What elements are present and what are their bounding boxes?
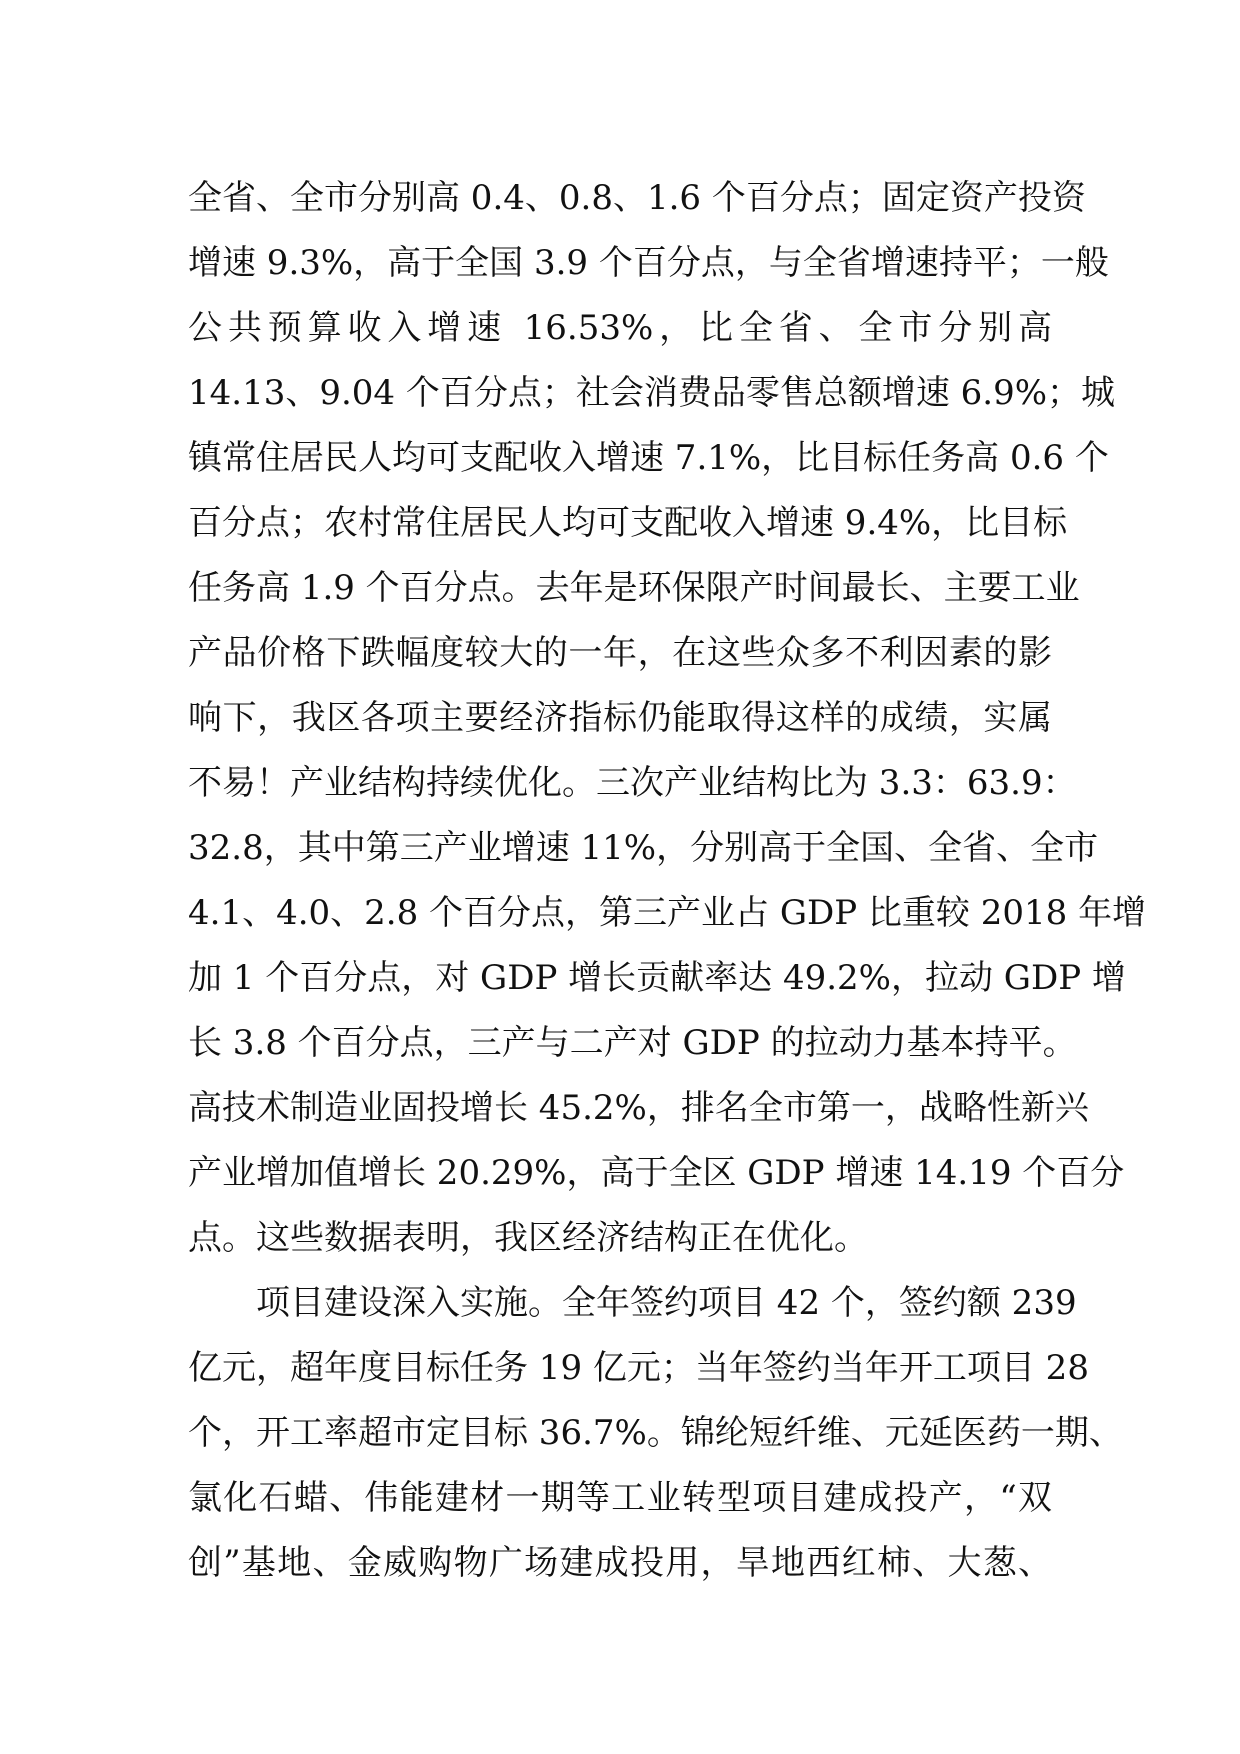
text-line: 任务高 1.9 个百分点。去年是环保限产时间最长、主要工业: [188, 568, 1080, 608]
text-line: 产业增加值增长 20.29%，高于全区 GDP 增速 14.19 个百分: [188, 1153, 1125, 1193]
text-line: 镇常住居民人均可支配收入增速 7.1%，比目标任务高 0.6 个: [188, 438, 1109, 478]
text-line: 增速 9.3%，高于全国 3.9 个百分点，与全省增速持平；一般: [188, 243, 1109, 283]
text-line: 4.1、4.0、2.8 个百分点，第三产业占 GDP 比重较 2018 年增: [188, 893, 1147, 933]
text-line: 高技术制造业固投增长 45.2%，排名全市第一，战略性新兴: [188, 1088, 1089, 1128]
text-line: 氯化石蜡、伟能建材一期等工业转型项目建成投产，“双: [188, 1478, 1052, 1518]
document-page: [188, 166, 1147, 1596]
text-line: 公共预算收入增速 16.53%，比全省、全市分别高: [188, 308, 1052, 348]
text-line: 点。这些数据表明，我区经济结构正在优化。: [188, 1218, 868, 1258]
text-line: 百分点；农村常住居民人均可支配收入增速 9.4%，比目标: [188, 503, 1068, 543]
text-line: 响下，我区各项主要经济指标仍能取得这样的成绩，实属: [188, 698, 1052, 738]
text-line: 加 1 个百分点，对 GDP 增长贡献率达 49.2%，拉动 GDP 增: [188, 958, 1126, 998]
text-line: 长 3.8 个百分点，三产与二产对 GDP 的拉动力基本持平。: [188, 1023, 1077, 1063]
text-line: 亿元，超年度目标任务 19 亿元；当年签约当年开工项目 28: [188, 1348, 1089, 1388]
text-line: 个，开工率超市定目标 36.7%。锦纶短纤维、元延医药一期、: [188, 1413, 1123, 1453]
text-line: 创”基地、金威购物广场建成投用，旱地西红柿、大葱、: [188, 1543, 1052, 1583]
text-line: 项目建设深入实施。全年签约项目 42 个，签约额 239: [256, 1283, 1077, 1323]
text-line: 不易！产业结构持续优化。三次产业结构比为 3.3：63.9：: [188, 763, 1077, 803]
text-line: 全省、全市分别高 0.4、0.8、1.6 个百分点；固定资产投资: [188, 178, 1086, 218]
paragraph: [188, 166, 1147, 1271]
paragraph: [188, 1271, 1123, 1596]
text-line: 32.8，其中第三产业增速 11%，分别高于全国、全省、全市: [188, 828, 1099, 868]
text-line: 产品价格下跌幅度较大的一年，在这些众多不利因素的影: [188, 633, 1052, 673]
text-line: 14.13、9.04 个百分点；社会消费品零售总额增速 6.9%；城: [188, 373, 1116, 413]
